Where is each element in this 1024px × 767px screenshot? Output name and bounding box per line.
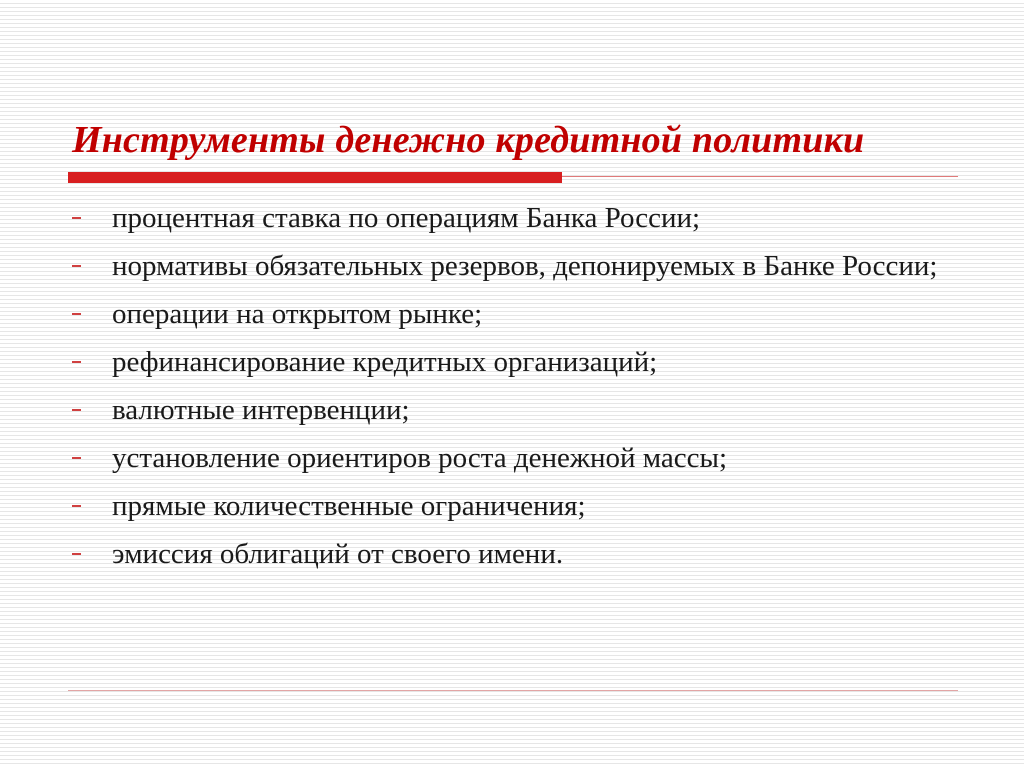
list-item <box>68 534 958 574</box>
title-underline-thick <box>68 172 562 183</box>
footer-divider <box>68 690 958 691</box>
dash-bullet-icon <box>72 457 81 459</box>
dash-bullet-icon <box>72 505 81 507</box>
slide-title: Инструменты денежно кредитной политики <box>72 119 865 161</box>
dash-bullet-icon <box>72 217 81 219</box>
list-item <box>68 294 958 334</box>
list-item <box>68 198 958 238</box>
list-item-text: операции на открытом рынке; <box>112 298 483 330</box>
list-item <box>68 486 958 526</box>
list-item-text: валютные интервенции; <box>112 394 410 426</box>
list-item-text: рефинансирование кредитных организаций; <box>112 346 658 378</box>
list-item <box>68 438 958 478</box>
dash-bullet-icon <box>72 361 81 363</box>
dash-bullet-icon <box>72 553 81 555</box>
list-item <box>68 246 958 286</box>
bullet-list <box>68 198 958 582</box>
list-item-text: процентная ставка по операциям Банка России; <box>112 202 701 234</box>
list-item-text: установление ориентиров роста денежной массы; <box>112 442 728 474</box>
dash-bullet-icon <box>72 265 81 267</box>
list-item-text: нормативы обязательных резервов, депонируемых в Банке России; <box>112 250 938 282</box>
dash-bullet-icon <box>72 313 81 315</box>
list-item <box>68 390 958 430</box>
list-item-text: эмиссия облигаций от своего имени. <box>112 538 564 570</box>
title-underline-thin <box>562 176 958 177</box>
list-item-text: прямые количественные ограничения; <box>112 490 586 522</box>
list-item <box>68 342 958 382</box>
dash-bullet-icon <box>72 409 81 411</box>
